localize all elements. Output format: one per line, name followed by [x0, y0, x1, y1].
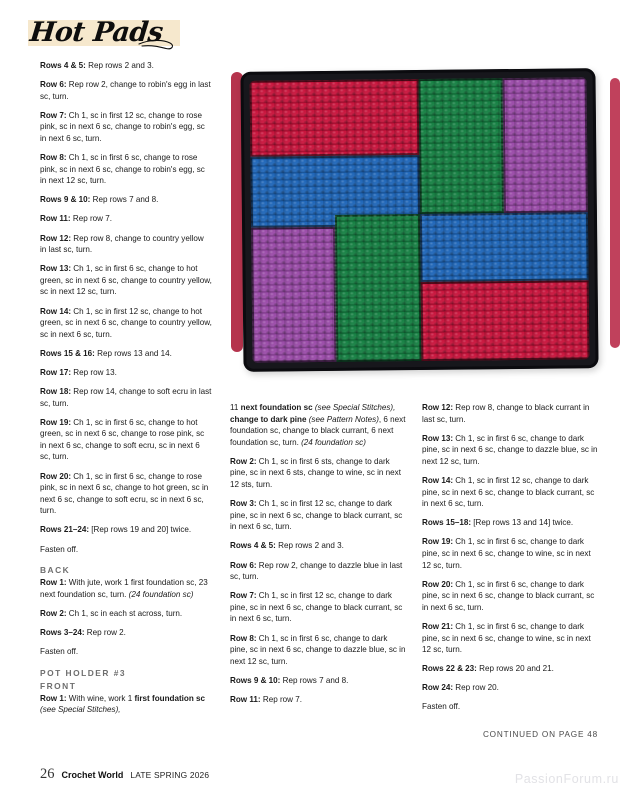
row-text: Ch 1, sc in first 6 sc, change to hot green, sc in next 6 sc, change to rose pink, sc in next 6 sc, change to soft ecru, sc in next 6 sc, turn. — [40, 417, 205, 462]
row-label: Row 8: — [230, 633, 257, 643]
instruction-paragraph — [40, 386, 212, 409]
instruction-paragraph — [40, 608, 212, 620]
instruction-paragraph — [422, 536, 598, 571]
page-header — [0, 16, 633, 50]
row-label: Row 1: — [40, 693, 67, 703]
row-label: Row 6: — [40, 80, 67, 90]
row-text: Rep row 2, change to dazzle blue in last sc, turn. — [230, 560, 403, 582]
instruction-paragraph — [422, 701, 598, 713]
paragraph-row1-front3 — [40, 693, 212, 716]
row-text: Rep rows 7 and 8. — [90, 195, 159, 205]
instruction-paragraph — [40, 646, 212, 658]
instruction-paragraph — [40, 79, 212, 102]
row-label: Row 19: — [40, 417, 72, 427]
row-text: Rep rows 7 and 8. — [280, 675, 349, 685]
row-text: Ch 1, sc in first 6 sc, change to rose pink, sc in next 6 sc, change to robin's egg, sc in next 12 sc, turn. — [40, 153, 205, 186]
block-dark-pine-2 — [335, 214, 421, 361]
row-text: Ch 1, sc in first 6 sc, change to rose pink, sc in next 6 sc, change to hot green, sc in next 6 sc, change to soft ecru, sc in next 6 sc, turn. — [40, 471, 209, 516]
row-label: Row 12: — [422, 403, 454, 412]
page-footer — [40, 766, 209, 783]
row-label: Rows 4 & 5: — [230, 541, 276, 551]
row-label: Row 24: — [422, 683, 454, 693]
row-label: Rows 3–24: — [40, 627, 85, 637]
row-text: Ch 1, sc in first 6 sts, change to dark pine, sc in next 6 sts, change to wine, sc in next 12 sts, turn. — [230, 456, 401, 490]
block-black-currant-1 — [502, 77, 588, 213]
instruction-paragraph — [40, 627, 212, 639]
row-text: Ch 1, sc in first 12 sc, change to hot green, sc in next 6 sc, change to country yellow, sc in next 6 sc, turn. — [40, 306, 212, 339]
instruction-paragraph — [40, 60, 212, 72]
issue-date: LATE SPRING 2026 — [130, 770, 210, 780]
heading-pot-holder-3: POT HOLDER #3 — [40, 667, 127, 678]
instruction-paragraph — [230, 694, 406, 706]
instruction-paragraph — [422, 433, 598, 468]
row-label: Row 8: — [40, 153, 67, 163]
column-one-back-body — [40, 577, 212, 657]
instruction-paragraph — [40, 471, 212, 517]
instruction-paragraph — [40, 544, 212, 556]
block-wine-2 — [420, 280, 589, 361]
instruction-paragraph — [40, 417, 212, 463]
potholder-blocks — [250, 77, 590, 363]
row-label: Row 11: — [40, 214, 71, 224]
instruction-paragraph — [422, 517, 598, 529]
row-text: Ch 1, sc in first 12 sc, change to dark pine, sc in next 6 sc, change to black currant, sc in next 6 sc, turn. — [422, 475, 595, 509]
row-label: Rows 9 & 10: — [40, 195, 91, 205]
row-label: Row 17: — [40, 367, 72, 377]
row-text: [Rep rows 19 and 20] twice. — [89, 525, 192, 535]
column-three — [422, 402, 598, 741]
instruction-paragraph — [40, 306, 212, 341]
column-two — [230, 402, 406, 713]
cont-bold1: next foundation sc — [240, 403, 313, 412]
row-text: Rep row 14, change to soft ecru in last sc, turn. — [40, 386, 212, 408]
row-label: Rows 21–24: — [40, 525, 90, 535]
row-label: Row 7: — [40, 110, 67, 120]
row-text: Rep row 2. — [84, 627, 126, 637]
row-label: Row 6: — [230, 560, 257, 570]
row-label: Row 2: — [40, 608, 67, 618]
instruction-paragraph — [422, 682, 598, 694]
instruction-paragraph — [40, 577, 212, 600]
row-text-italic: (see Special Stitches), — [40, 705, 121, 715]
row-label: Row 18: — [40, 386, 72, 396]
instruction-paragraph — [230, 456, 406, 491]
instruction-paragraph — [422, 663, 598, 675]
row-text: Fasten off. — [40, 646, 79, 656]
row-label: Rows 15 & 16: — [40, 348, 95, 358]
cont-pre: 11 — [230, 403, 241, 412]
instruction-paragraph — [40, 213, 212, 225]
block-wine-1 — [250, 79, 419, 157]
cont-italic1: (see Special Stitches), — [312, 403, 396, 412]
row-text: Ch 1, sc in first 6 sc, change to dark pine, sc in next 6 sc, change to black currant, sc in next 6 sc, turn. — [422, 579, 595, 612]
row-label: Row 2: — [230, 456, 257, 466]
block-dark-pine-1 — [418, 78, 504, 214]
page-title: Hot Pads — [28, 17, 165, 48]
row-label: Row 3: — [230, 499, 257, 509]
row-text: With jute, work 1 first foundation sc, 23 next foundation sc, turn. — [40, 578, 208, 599]
instruction-paragraph — [40, 524, 212, 536]
row-text: Ch 1, sc in each st across, turn. — [66, 608, 183, 618]
watermark: PassionForum.ru — [514, 772, 619, 786]
row-text: Ch 1, sc in first 6 sc, change to dark pine, sc in next 6 sc, change to wine, sc in next 12 sc, turn. — [422, 537, 591, 570]
row-text: [Rep rows 13 and 14] twice. — [471, 518, 574, 528]
row-label: Row 1: — [40, 578, 67, 588]
row-text: Ch 1, sc in first 6 sc, change to dark pine, sc in next 6 sc, change to dazzle blue, sc in next 12 sc, turn. — [422, 433, 598, 466]
instruction-paragraph — [40, 233, 212, 256]
row-text: Ch 1, sc in first 12 sc, change to dark pine, sc in next 6 sc, change to black currant, sc in next 6 sc, turn. — [230, 499, 403, 532]
row-text: Ch 1, sc in first 6 sc, change to hot green, sc in next 6 sc, change to country yellow, sc in next 12 sc, turn. — [40, 264, 212, 297]
row-label: Row 21: — [422, 621, 454, 631]
instruction-paragraph — [230, 675, 406, 687]
row-label: Rows 9 & 10: — [230, 675, 281, 685]
instruction-paragraph — [230, 560, 406, 583]
row-text: Fasten off. — [422, 702, 461, 712]
cont-italic2: (see Pattern Notes) — [306, 414, 379, 424]
heading-back: BACK — [40, 565, 71, 576]
instruction-paragraph — [40, 194, 212, 206]
row-label: Row 14: — [40, 306, 72, 316]
cont-italic3: (24 foundation sc) — [301, 437, 366, 447]
row-label: Rows 4 & 5: — [40, 61, 86, 70]
instruction-paragraph — [230, 633, 406, 668]
instruction-paragraph — [40, 152, 212, 187]
instruction-paragraph — [230, 590, 406, 625]
row-label: Row 13: — [40, 264, 72, 274]
row-label: Row 7: — [230, 591, 257, 601]
cont-bold2: change to dark pine — [230, 414, 307, 424]
row-text: Ch 1, sc in first 6 sc, change to dark pine, sc in next 6 sc, change to dazzle blue, sc in next 12 sc, turn. — [230, 633, 406, 666]
instruction-paragraph — [230, 540, 406, 552]
column-one-body — [40, 60, 212, 555]
row-text: Ch 1, sc in first 6 sc, change to dark pine, sc in next 6 sc, change to wine, sc in next 12 sc, turn. — [422, 621, 591, 655]
heading-front: FRONT — [40, 680, 77, 691]
row-text: Rep rows 2 and 3. — [85, 61, 154, 70]
row-text: Rep row 13. — [71, 367, 117, 377]
photo-edge-right — [610, 78, 620, 348]
continued-notice: CONTINUED ON PAGE 48 — [482, 729, 598, 739]
row-text: Rep row 2, change to robin's egg in last sc, turn. — [40, 80, 211, 101]
row-label: Row 11: — [230, 694, 261, 704]
row-text: Ch 1, sc in first 12 sc, change to rose pink, sc in next 6 sc, change to robin's egg, sc in next 6 sc, turn. — [40, 110, 205, 143]
instruction-paragraph — [422, 475, 598, 510]
row-label: Row 12: — [40, 233, 72, 243]
row-text: With wine, work 1 — [66, 693, 135, 703]
column-one — [40, 60, 212, 723]
instruction-paragraph — [230, 498, 406, 533]
column-two-body — [230, 456, 406, 706]
page-number: 26 — [40, 766, 55, 782]
instruction-paragraph — [40, 110, 212, 145]
column-three-body — [422, 402, 598, 713]
row-label: Row 19: — [422, 537, 454, 547]
row-text: Rep rows 2 and 3. — [275, 541, 344, 551]
row-text-bold: first foundation sc — [134, 693, 206, 703]
instruction-paragraph — [422, 579, 598, 614]
row-text: Rep row 7. — [70, 214, 112, 224]
row-text: Fasten off. — [40, 544, 79, 554]
row-text-italic: (24 foundation sc) — [128, 589, 194, 599]
row-text: Rep row 8, change to black currant in last sc, turn. — [422, 403, 590, 424]
instruction-paragraph — [422, 621, 598, 656]
row-label: Row 13: — [422, 433, 454, 443]
flourish-icon — [138, 38, 178, 52]
row-text: Rep row 7. — [260, 694, 302, 704]
row-text: Rep rows 13 and 14. — [94, 348, 172, 358]
instruction-paragraph — [40, 367, 212, 379]
paragraph-foundation-continued — [230, 402, 406, 448]
row-label: Rows 22 & 23: — [422, 664, 477, 674]
potholder-swatch — [240, 68, 598, 372]
instruction-paragraph — [40, 348, 212, 360]
magazine-name: Crochet World — [61, 770, 124, 780]
cont-tail: , 6 next foundation sc, change to black currant, 6 next foundation sc, turn. — [230, 414, 406, 447]
block-dazzle-blue-2 — [419, 213, 588, 282]
row-label: Row 20: — [40, 471, 72, 481]
block-black-currant-2 — [251, 227, 337, 363]
row-text: Rep row 8, change to country yellow in last sc, turn. — [40, 233, 204, 255]
potholder-photo — [236, 64, 616, 382]
row-label: Rows 15–18: — [422, 518, 472, 528]
row-text: Rep row 20. — [453, 683, 499, 693]
instruction-paragraph — [40, 263, 212, 298]
row-text: Ch 1, sc in first 12 sc, change to dark pine, sc in next 6 sc, change to black currant, sc in next 6 sc, turn. — [230, 591, 403, 624]
row-label: Row 20: — [422, 579, 454, 589]
instruction-paragraph — [422, 402, 598, 425]
row-label: Row 14: — [422, 475, 454, 485]
row-text: Rep rows 20 and 21. — [476, 664, 554, 674]
